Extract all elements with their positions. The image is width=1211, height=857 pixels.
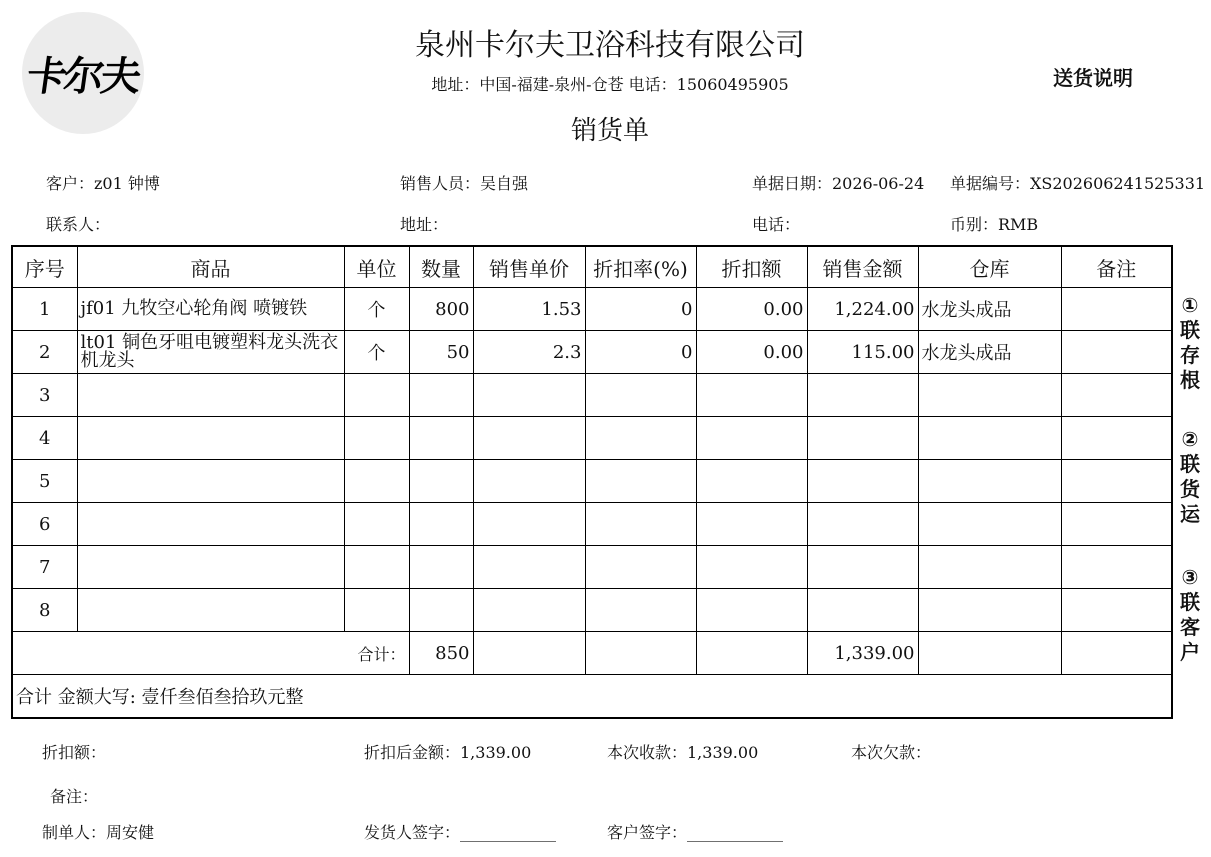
table-row (12, 288, 1172, 331)
table-row (12, 374, 1172, 417)
salesperson-field: 销售人员：吴自强 (400, 174, 529, 193)
column-header: 单位 (344, 246, 409, 288)
discount-rate-cell: 0 (585, 288, 696, 331)
footer-received: 本次收款：1,339.00 (607, 743, 759, 762)
copy-label-stub: ①联存根 (1180, 293, 1200, 392)
column-header: 销售金额 (807, 246, 918, 288)
table-row (12, 331, 1172, 374)
phone-field: 电话： (752, 215, 801, 234)
price-cell: 2.3 (473, 331, 585, 374)
sales-amount-cell: 115.00 (807, 331, 918, 374)
discount-amount-cell: 0.00 (696, 288, 807, 331)
document-date-field: 单据日期：2026-06-24 (752, 174, 925, 193)
column-header: 仓库 (918, 246, 1061, 288)
total-label: 合计： (12, 632, 409, 675)
footer-customer-signature: 客户签字：____________ (607, 823, 784, 842)
table-row (12, 460, 1172, 503)
sales-items-table (11, 245, 1173, 719)
row-number: 2 (12, 331, 77, 374)
row-number: 1 (12, 288, 77, 331)
row-number: 4 (12, 417, 77, 460)
table-row (12, 589, 1172, 632)
row-number: 8 (12, 589, 77, 632)
copy-label-shipping: ②联货运 (1180, 427, 1200, 526)
logo-text: 卡尔夫 (23, 53, 142, 100)
total-quantity: 850 (409, 632, 473, 675)
quantity-cell: 800 (409, 288, 473, 331)
company-logo (22, 12, 144, 134)
discount-amount-cell: 0.00 (696, 331, 807, 374)
footer-remark: 备注： (50, 787, 99, 806)
note-cell (1061, 288, 1172, 331)
table-row (12, 503, 1172, 546)
column-header: 销售单价 (473, 246, 585, 288)
column-header: 折扣率(%) (585, 246, 696, 288)
contact-field: 联系人： (46, 215, 111, 234)
amount-in-words: 合计 金额大写: 壹仟叁佰叁拾玖元整 (12, 675, 1172, 719)
footer-discount: 折扣额： (42, 743, 107, 762)
note-cell (1061, 331, 1172, 374)
table-row (12, 417, 1172, 460)
sales-amount-cell: 1,224.00 (807, 288, 918, 331)
customer-field: 客户：z01 钟博 (46, 174, 160, 193)
row-number: 3 (12, 374, 77, 417)
currency-field: 币别：RMB (950, 215, 1039, 234)
product-cell: jf01 九牧空心轮角阀 喷镀铁 (77, 288, 344, 331)
footer-shipper-signature: 发货人签字：____________ (364, 823, 557, 842)
row-number: 5 (12, 460, 77, 503)
footer-after-discount: 折扣后金额：1,339.00 (364, 743, 532, 762)
quantity-cell: 50 (409, 331, 473, 374)
company-address: 地址：中国-福建-泉州-仓苍 电话：15060495905 (431, 75, 789, 94)
copy-label-customer: ③联客户 (1180, 565, 1200, 664)
column-header: 商品 (77, 246, 344, 288)
row-number: 7 (12, 546, 77, 589)
delivery-note-label: 送货说明 (1053, 66, 1133, 90)
unit-cell: 个 (344, 331, 409, 374)
footer-maker: 制单人：周安健 (42, 823, 155, 842)
price-cell: 1.53 (473, 288, 585, 331)
table-row (12, 546, 1172, 589)
company-name: 泉州卡尔夫卫浴科技有限公司 (415, 28, 805, 63)
column-header: 折扣额 (696, 246, 807, 288)
warehouse-cell: 水龙头成品 (918, 331, 1061, 374)
document-number-field: 单据编号：XS202606241525331 (950, 174, 1206, 193)
row-number: 6 (12, 503, 77, 546)
document-title: 销货单 (570, 116, 649, 146)
table-header-row (12, 246, 1172, 288)
product-cell: lt01 铜色牙咀电镀塑料龙头洗衣机龙头 (77, 331, 344, 374)
unit-cell: 个 (344, 288, 409, 331)
total-row (12, 632, 1172, 675)
warehouse-cell: 水龙头成品 (918, 288, 1061, 331)
column-header: 数量 (409, 246, 473, 288)
discount-rate-cell: 0 (585, 331, 696, 374)
column-header: 序号 (12, 246, 77, 288)
column-header: 备注 (1061, 246, 1172, 288)
total-amount: 1,339.00 (807, 632, 918, 675)
amount-in-words-row (12, 675, 1172, 719)
address-field: 地址： (400, 215, 449, 234)
footer-owed: 本次欠款： (851, 743, 932, 762)
